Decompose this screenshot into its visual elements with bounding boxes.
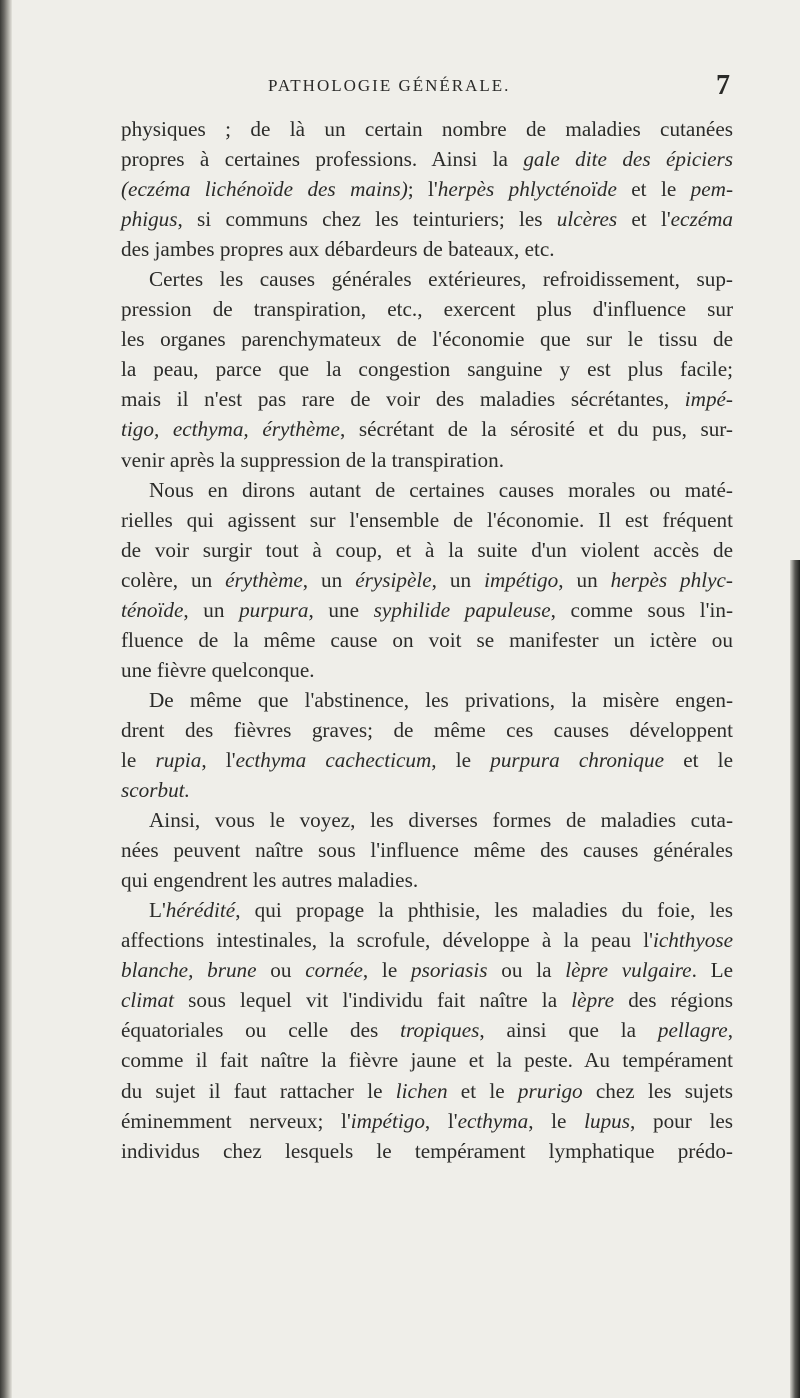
italic-term: cornée (305, 958, 363, 983)
text-line (121, 595, 733, 625)
italic-term: érysipèle (355, 567, 432, 592)
text-run: , comme sous l'in- (550, 597, 734, 622)
text-run: fluence de la même cause on voit se manifester un ictère ou (121, 627, 733, 652)
text-run: éminemment nerveux; l' (121, 1108, 351, 1133)
text-run: des régions (614, 988, 733, 1013)
text-line (121, 835, 733, 865)
text-run: des jambes propres aux débardeurs de bateaux, etc. (121, 237, 555, 262)
text-run: chez les sujets (582, 1078, 733, 1103)
text-run: , un (302, 567, 356, 592)
text-run: pression de transpiration, etc., exercent plus d'influence sur (121, 297, 733, 322)
italic-term: purpura chronique (490, 747, 665, 772)
text-line (121, 925, 733, 955)
text-run: , le (431, 747, 491, 772)
italic-term: purpura (239, 597, 309, 622)
text-line (121, 144, 733, 174)
page-edge-shadow (790, 560, 800, 1398)
page-number: 7 (716, 70, 730, 101)
text-run: . Le (691, 958, 733, 983)
text-line (121, 805, 733, 835)
text-run: Ainsi, vous le voyez, les diverses formes de maladies cuta- (149, 808, 733, 833)
text-line (121, 745, 733, 775)
italic-term: lèpre (571, 988, 615, 1013)
text-line (121, 895, 733, 925)
italic-term: rupia (155, 747, 202, 772)
text-line (121, 234, 733, 264)
body-text (121, 114, 733, 1166)
italic-term: phigus (121, 207, 178, 232)
text-line (121, 655, 733, 685)
text-line (121, 354, 733, 384)
italic-term: impé- (684, 387, 733, 412)
text-run: Certes les causes générales extérieures, refroidissement, sup- (149, 267, 733, 292)
text-line (121, 715, 733, 745)
italic-term: tigo, ecthyma, érythème (121, 417, 340, 442)
text-run: , une (308, 597, 374, 622)
text-line (121, 685, 733, 715)
text-run: comme il fait naître la fièvre jaune et la peste. Au tempérament (121, 1048, 733, 1073)
page-binding-shadow (0, 0, 12, 1398)
italic-term: ecthyma (457, 1108, 529, 1133)
italic-term: psoriasis (410, 958, 488, 983)
text-line (121, 955, 733, 985)
text-line (121, 445, 733, 475)
text-line (121, 264, 733, 294)
italic-term: herpès phlyc- (610, 567, 733, 592)
italic-term: scorbut. (121, 778, 190, 803)
italic-term: ulcères (556, 207, 618, 232)
italic-term: ichthyose (652, 928, 733, 953)
text-line (121, 1136, 733, 1166)
text-run: et le (616, 177, 691, 202)
text-run: , le (528, 1108, 585, 1133)
text-run: les organes parenchymateux de l'économie que sur le tissu de (121, 327, 733, 352)
text-run: individus chez lesquels le tempérament lymphatique prédo- (121, 1138, 733, 1163)
italic-term: ecthyma cachecticum (235, 747, 432, 772)
text-run: , ainsi que la (479, 1018, 658, 1043)
text-run: , sécrétant de la sérosité et du pus, sur- (339, 417, 733, 442)
italic-term: impétigo (484, 567, 559, 592)
italic-term: prurigo (517, 1078, 583, 1103)
text-line (121, 114, 733, 144)
text-line (121, 1015, 733, 1045)
text-run: colère, un (121, 567, 226, 592)
text-run: la peau, parce que la congestion sanguine y est plus facile; (121, 357, 733, 382)
text-line (121, 1106, 733, 1136)
italic-term: ténoïde (121, 597, 184, 622)
text-run: équatoriales ou celle des (121, 1018, 401, 1043)
italic-term: eczéma (670, 207, 734, 232)
text-line (121, 865, 733, 895)
text-run: physiques ; de là un certain nombre de maladies cutanées (121, 117, 733, 141)
text-line (121, 775, 733, 805)
text-run: ou la (487, 958, 566, 983)
text-run: , (727, 1018, 733, 1043)
text-line (121, 324, 733, 354)
text-run: une fièvre quelconque. (121, 657, 315, 682)
text-run: rielles qui agissent sur l'ensemble de l'économie. Il est fréquent (121, 507, 733, 532)
text-run: , un (183, 597, 240, 622)
italic-term: impétigo (350, 1108, 425, 1133)
text-run: qui engendrent les autres maladies. (121, 868, 419, 893)
italic-term: pellagre (657, 1018, 728, 1043)
text-run: L' (149, 898, 166, 923)
text-run: le (121, 747, 156, 772)
text-line (121, 384, 733, 414)
page-header (120, 70, 730, 106)
text-run: sous lequel vit l'individu fait naître la (173, 988, 572, 1013)
text-line (121, 174, 733, 204)
italic-term: blanche, brune (121, 958, 257, 983)
running-head: PATHOLOGIE GÉNÉRALE. (268, 76, 511, 95)
text-run: et le (447, 1078, 518, 1103)
text-line (121, 1076, 733, 1106)
text-run: propres à certaines professions. Ainsi la (121, 147, 524, 172)
italic-term: syphilide papuleuse (373, 597, 551, 622)
text-run: du sujet il faut rattacher le (121, 1078, 396, 1103)
text-line (121, 625, 733, 655)
italic-term: (eczéma lichénoïde des mains) (121, 177, 408, 202)
italic-term: lupus (584, 1108, 631, 1133)
text-line (121, 505, 733, 535)
text-run: , le (362, 958, 411, 983)
text-run: Nous en dirons autant de certaines causes morales ou maté- (149, 477, 733, 502)
text-run: et le (664, 747, 733, 772)
text-line (121, 535, 733, 565)
italic-term: herpès phlycténoïde (437, 177, 617, 202)
text-run: venir après la suppression de la transpiration. (121, 447, 505, 472)
text-run: de voir surgir tout à coup, et à la suite d'un violent accès de (121, 537, 733, 562)
text-line (121, 204, 733, 234)
text-line (121, 985, 733, 1015)
text-run: , pour les (630, 1108, 733, 1133)
text-run: et l' (617, 207, 671, 232)
text-line (121, 294, 733, 324)
italic-term: érythème (225, 567, 303, 592)
text-run: ; l' (407, 177, 438, 202)
text-run: , un (431, 567, 485, 592)
text-run: , si communs chez les teinturiers; les (177, 207, 557, 232)
text-run: nées peuvent naître sous l'influence même des causes générales (121, 838, 733, 863)
text-run: mais il n'est pas rare de voir des maladies sécrétantes, (121, 387, 685, 412)
italic-term: gale dite des épiciers (523, 147, 734, 172)
text-run: ou (256, 958, 306, 983)
text-run: drent des fièvres graves; de même ces causes développent (121, 717, 733, 742)
italic-term: hérédité (165, 898, 236, 923)
text-run: , un (558, 567, 611, 592)
text-run: , qui propage la phthisie, les maladies du foie, les (235, 898, 733, 923)
text-line (121, 475, 733, 505)
text-line (121, 414, 733, 444)
text-run: , l' (201, 747, 236, 772)
text-line (121, 1045, 733, 1075)
italic-term: lichen (395, 1078, 448, 1103)
italic-term: lèpre vulgaire (565, 958, 692, 983)
italic-term: tropiques (400, 1018, 480, 1043)
text-run: affections intestinales, la scrofule, développe à la peau l' (121, 928, 653, 953)
text-run: De même que l'abstinence, les privations, la misère engen- (149, 687, 733, 712)
italic-term: pem- (690, 177, 733, 202)
text-line (121, 565, 733, 595)
text-run: , l' (424, 1108, 458, 1133)
italic-term: climat (121, 988, 174, 1013)
